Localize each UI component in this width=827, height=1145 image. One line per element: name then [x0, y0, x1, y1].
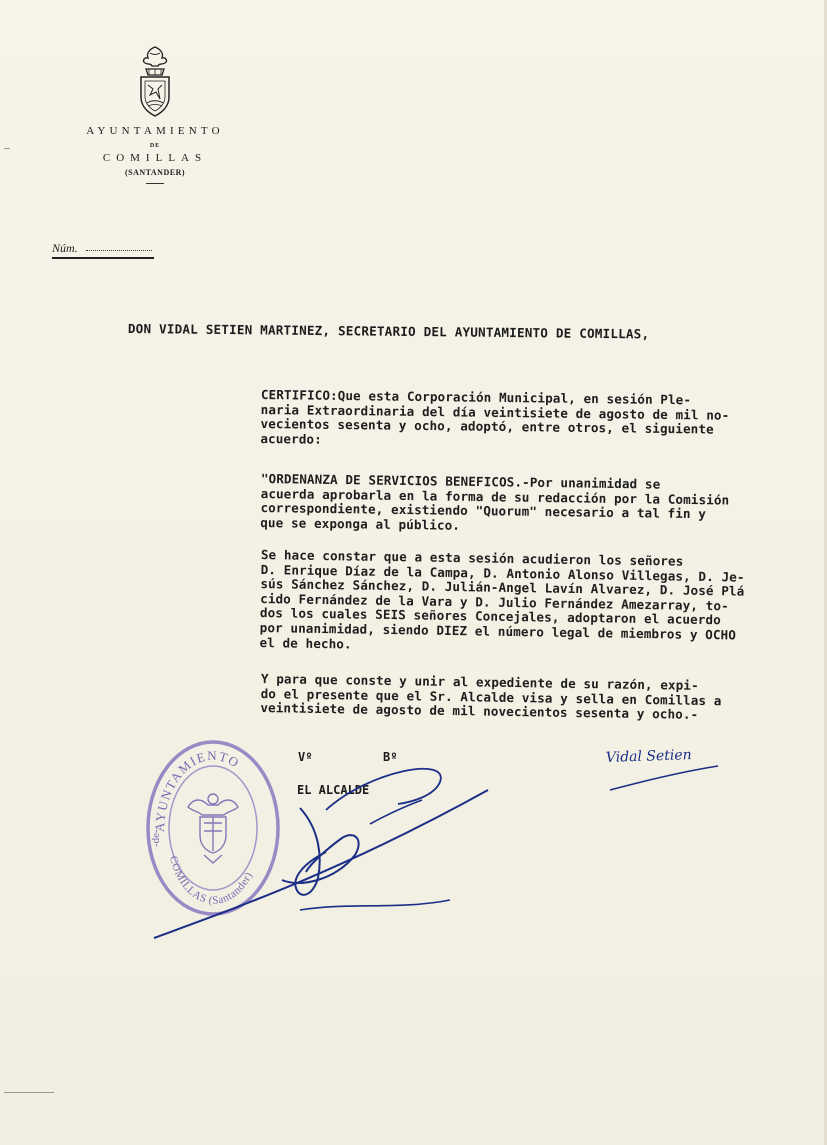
number-field	[86, 250, 152, 251]
stamp-bottom-text: COMILLAS (Santander)	[167, 854, 256, 907]
visto-label: Vº	[298, 750, 313, 764]
letterhead	[40, 45, 270, 184]
coat-of-arms-icon	[136, 45, 174, 119]
paragraph-closing: Y para que conste y unir al expediente de su razón, expi- do el presente que el Sr. Alcalde visa y sella en Comillas a veintisiete de agosto de mil novecientos sesenta y ocho.-	[260, 671, 722, 723]
letterhead-province: (SANTANDER)	[124, 168, 186, 177]
secretary-signature-text: Vidal Setien	[605, 747, 692, 766]
alcalde-label: EL ALCALDE	[297, 783, 370, 797]
mayor-signature	[150, 760, 495, 950]
bueno-label: Bº	[383, 750, 398, 764]
paragraph-certifico: CERTIFICO:Que esta Corporación Municipal, en sesión Ple- naria Extraordinaria del día veintisiete de agosto de mil no- vecientos sesenta y ocho, adoptó, entre otros, el siguiente acuerdo:	[260, 387, 730, 447]
letterhead-rule	[146, 183, 164, 184]
stamp-top-text: AYUNTAMIENTO	[151, 747, 243, 833]
paragraph-ordenanza: "ORDENANZA DE SERVICIOS BENEFICOS.-Por unanimidad se acuerda aprobarla en la forma de su redacción por la Comisión correspondiente, existiendo "Quorum" necesario a tal fin y que se exponga al público.	[260, 471, 730, 533]
letterhead-town: COMILLAS	[102, 152, 208, 164]
margin-line	[4, 1092, 54, 1093]
stamp-left-text: -de-	[150, 829, 162, 847]
document-heading: DON VIDAL SETIEN MARTINEZ, SECRETARIO DEL AYUNTAMIENTO DE COMILLAS,	[127, 321, 650, 342]
secretary-signature	[600, 742, 725, 797]
margin-mark	[4, 148, 10, 149]
letterhead-de: DE	[149, 143, 161, 149]
number-underline	[52, 257, 154, 259]
paragraph-attendees: Se hace constar que a esta sesión acudieron los señores D. Enrique Díaz de la Campa, D. Antonio Alonso Villegas, D. Je- sús Sánchez Sánchez, D. Julián-Angel Lavín Alvarez, D. José Plá cido Fernández de la Vara y D. Julio Fernández Amezarray, to- dos los cuales SEIS señores Concejales, adoptaron el acuerdo por unanimidad, siendo DIEZ el número legal de miembros y OCHO el de hecho.	[259, 547, 745, 651]
number-label: Núm.	[52, 241, 78, 255]
letterhead-title: AYUNTAMIENTO	[86, 125, 224, 137]
